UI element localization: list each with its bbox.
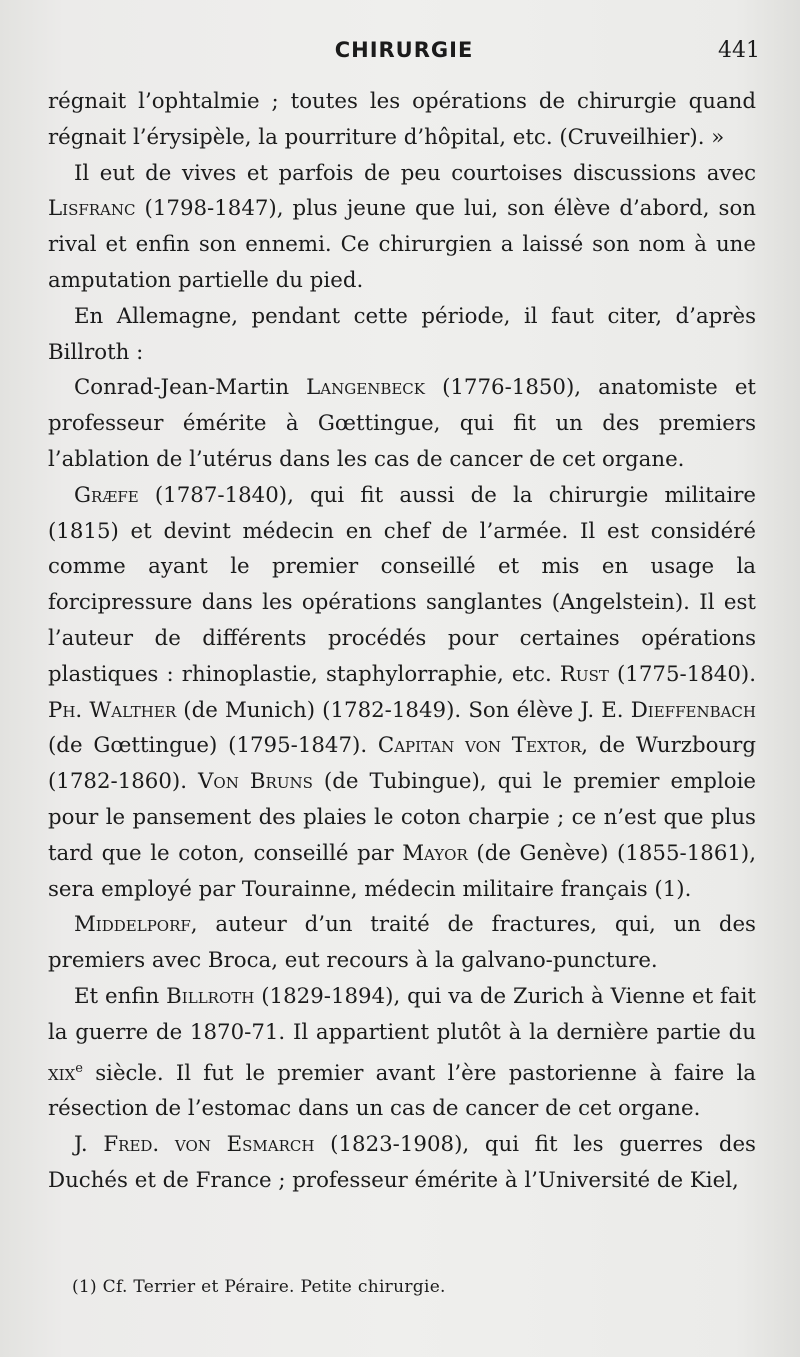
- paragraph: [48, 1127, 756, 1199]
- text-run: (1775-1840).: [608, 661, 756, 687]
- text-run: (1823-1908), qui fit les guerres des Duchés et de France ; professeur émérite à l’Université de Kiel,: [48, 1132, 756, 1193]
- proper-name: Mayor: [402, 840, 468, 866]
- text-run: , auteur d’un traité de fractures, qui, un des premiers avec Broca, eut recours à la galvano-puncture.: [48, 912, 756, 974]
- proper-name: Billroth: [166, 983, 255, 1009]
- text-run: (de Munich) (1782-1849). Son élève J. E.: [176, 697, 631, 723]
- text-run: Conrad-Jean-Martin: [74, 375, 307, 401]
- paragraph: [48, 299, 756, 371]
- paragraph: [48, 907, 756, 979]
- proper-name: Lisfranc: [48, 196, 136, 222]
- paragraph: [48, 370, 756, 477]
- proper-name: Von Bruns: [198, 769, 313, 795]
- text-run: (de Genève) (1855-1861), sera employé par Tourainne, médecin militaire français (1).: [48, 840, 757, 902]
- text-run: (de Gœttingue) (1795-1847).: [48, 733, 378, 759]
- superscript: e: [75, 1060, 83, 1076]
- text-run: , de Wurzbourg (1782-1860).: [48, 733, 756, 795]
- proper-name: Capitan von Textor: [377, 733, 582, 759]
- proper-name: Middelporf: [74, 912, 191, 938]
- text-run: siècle. Il fut le premier avant l’ère pastorienne à faire la résection de l’estomac dans un cas de cancer de cet organe.: [48, 1060, 756, 1122]
- paragraph: [48, 979, 756, 1127]
- text-run: Et enfin: [74, 983, 167, 1009]
- text-run: (1787-1840), qui fit aussi de la chirurgie militaire (1815) et devint médecin en chef de l’armée. Il est considéré comme ayant le premier conseillé et mis en usage la forcipressure dans les opérations sanglantes (Angelstein). Il est l’auteur de différents procédés pour certaines opérations plastiques : rhinoplastie, staphylorraphie, etc.: [48, 482, 756, 687]
- text-run: (de Tubingue), qui le premier emploie pour le pansement des plaies le coton charpie ; ce n’est que plus tard que le coton, conseillé par: [48, 769, 756, 866]
- proper-name: Fred. von Esmarch: [103, 1132, 315, 1158]
- proper-name: Græfe: [74, 482, 139, 508]
- proper-name: Rust: [559, 661, 609, 687]
- paragraph: [48, 84, 756, 156]
- text-run: (1798-1847), plus jeune que lui, son élève d’abord, son rival et enfin son ennemi. Ce chirurgien a laissé son nom à une amputation partielle du pied.: [48, 196, 756, 293]
- proper-name: Dieffenbach: [630, 697, 756, 723]
- paragraph: [48, 156, 756, 299]
- text-run: En Allemagne, pendant cette période, il faut citer, d’après Billroth :: [48, 303, 756, 365]
- text-run: (1829-1894), qui va de Zurich à Vienne et fait la guerre de 1870-71. Il appartient plutôt à la dernière partie du: [48, 983, 756, 1045]
- text-run: J.: [74, 1132, 104, 1158]
- page-header: [48, 34, 760, 68]
- footnote: (1) Cf. Terrier et Péraire. Petite chirurgie.: [72, 1277, 446, 1297]
- text-run: régnait l’ophtalmie ; toutes les opérations de chirurgie quand régnait l’érysipèle, la pourriture d’hôpital, etc. (Cruveilhier). »: [48, 89, 756, 150]
- text-run: (1776-1850), anatomiste et professeur émérite à Gœttingue, qui fit un des premiers l’ablation de l’utérus dans les cas de cancer de cet organe.: [48, 375, 756, 472]
- running-head: CHIRURGIE: [334, 38, 474, 62]
- proper-name: Langenbeck: [306, 375, 425, 401]
- page-number: 441: [718, 38, 760, 63]
- text-run: Il eut de vives et parfois de peu courtoises discussions avec: [74, 160, 756, 186]
- proper-name: Ph. Walther: [48, 697, 177, 723]
- body-text: [48, 84, 756, 1199]
- proper-name: xix: [48, 1060, 76, 1086]
- paragraph: [48, 478, 756, 908]
